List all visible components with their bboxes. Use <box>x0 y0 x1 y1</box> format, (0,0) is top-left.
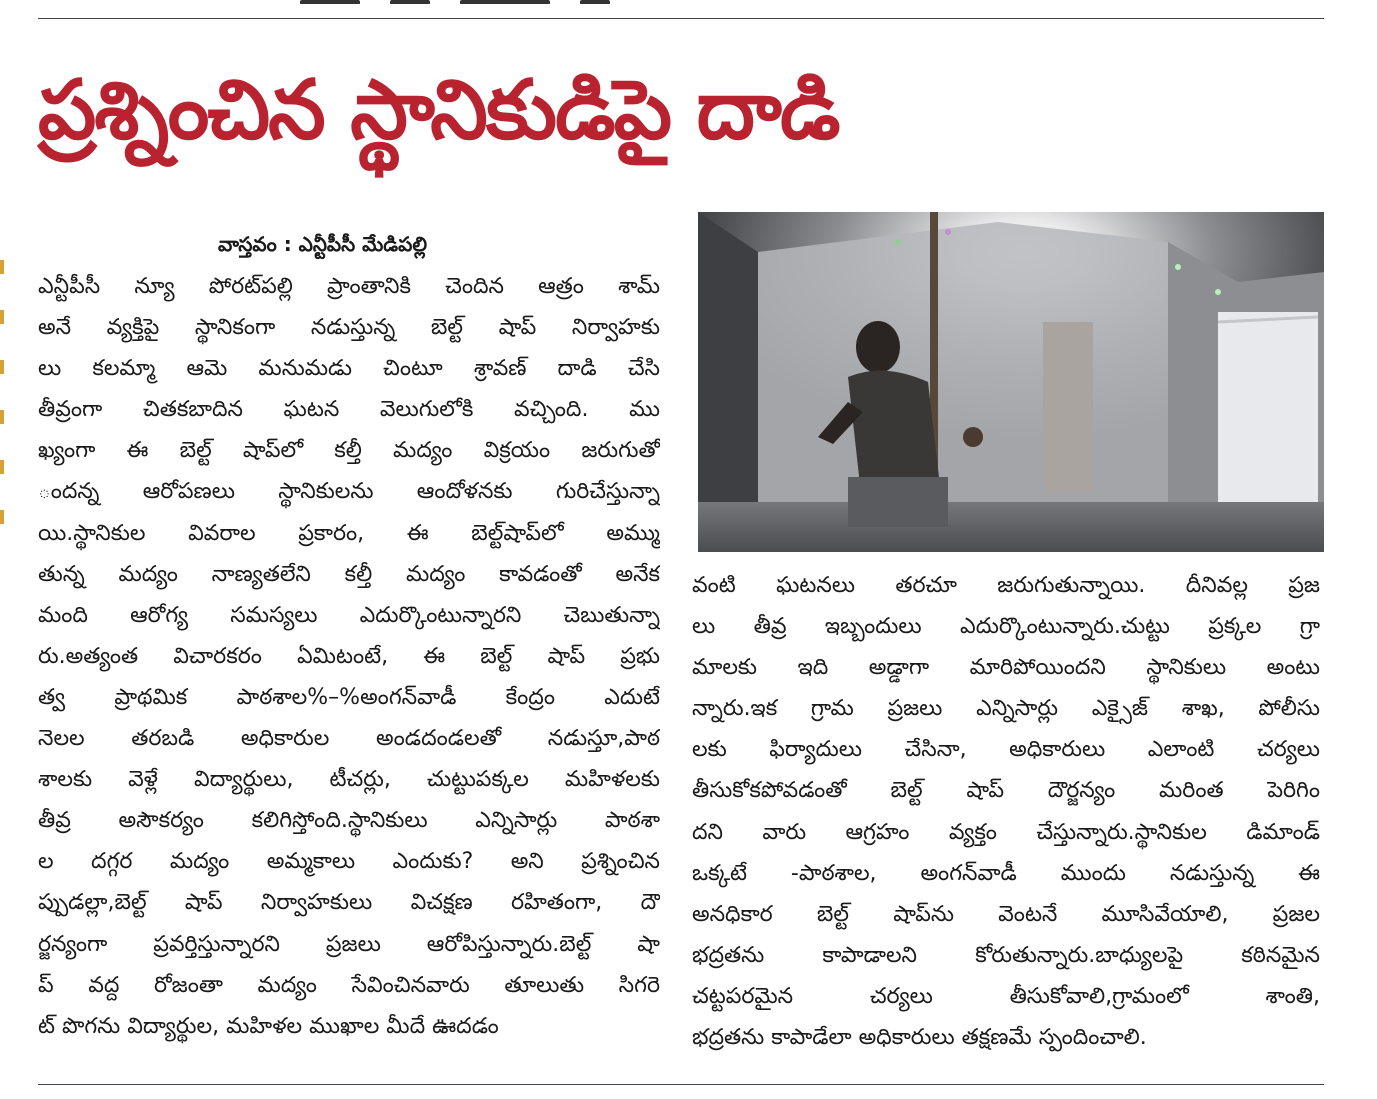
bottom-rule <box>38 1084 1324 1085</box>
page-edge-marks <box>0 260 5 600</box>
article-line: త్వ ప్రాథమిక పాఠశాల%–%అంగన్‌వాడీ కేంద్రం ఎదుటే <box>38 684 660 710</box>
article-line: ప్ వద్ద రోజంతా మద్యం సేవించినవారు తూలుతు సిగరె <box>38 972 660 998</box>
byline: వాస్తవం : ఎన్టీపీసీ మేడిపల్లి <box>218 232 427 256</box>
article-line: వంటి ఘటనలు తరచూ జరుగుతున్నాయి. దీనివల్ల ప్రజ <box>692 573 1320 598</box>
article-line: నెలల తరబడి అధికారుల అండదండలతో నడుస్తూ,పాఠ <box>38 726 660 752</box>
article-line: తీవ్ర అసౌకర్యం కలిగిస్తోంది.స్థానికులు ఎన్నిసార్లు పాఠశా <box>38 808 660 834</box>
article-line: న్నారు.ఇక గ్రామ ప్రజలు ఎన్నిసార్లు ఎక్సైజ్ శాఖ, పోలీసు <box>692 696 1320 722</box>
article-line: లకు ఫిర్యాదులు చేసినా, అధికారులు ఎలాంటి చర్యలు <box>692 737 1320 763</box>
article-line: దని వారు ఆగ్రహం వ్యక్తం చేస్తున్నారు.స్థానికుల డిమాండ్ <box>692 819 1320 845</box>
photo-illustration <box>698 212 1324 552</box>
article-line: ట్ పొగను విద్యార్థుల, మహిళల ముఖాల మీదే ఊదడం <box>38 1013 499 1039</box>
headline: ప్రశ్నించిన స్థానికుడిపై దాడి <box>38 63 839 158</box>
article-line: లు తీవ్ర ఇబ్బందులు ఎదుర్కొంటున్నారు.చుట్టు ప్రక్కల గ్రా <box>692 614 1320 640</box>
article-line: భద్రతను కాపాడేలా అధికారులు తక్షణమే స్పందించాలి. <box>692 1025 1147 1051</box>
article-line: ర్జన్యంగా ప్రవర్తిస్తున్నారని ప్రజలు ఆరోపిస్తున్నారు.బెల్ట్ షా <box>38 931 660 957</box>
article-line: ప్పుడల్లా,బెల్ట్ షాప్ నిర్వాహకులు విచక్షణ రహితంగా, దౌ <box>38 890 660 916</box>
article-line: లు కలమ్మా ఆమె మనుమడు చింటూ శ్రావణ్ దాడి చేసి <box>38 356 660 382</box>
article-line: యి.స్థానికుల వివరాల ప్రకారం, ఈ బెల్ట్‌షాప్‌లో అమ్ము <box>38 520 660 546</box>
article-body-right-column <box>692 565 1320 1058</box>
article-line: మాలకు ఇది అడ్డాగా మారిపోయిందని స్థానికులు అంటు <box>692 655 1320 681</box>
article-line: ఎన్టీపీసీ న్యూ పోరట్‌పల్లి ప్రాంతానికి చెందిన ఆత్రం శామ్ <box>38 274 660 299</box>
article-line: తీసుకోకపోవడంతో బెల్ట్ షాప్ దౌర్జన్యం మరింత పెరిగిం <box>692 778 1320 804</box>
article-line: తున్న మద్యం నాణ్యతలేని కల్తీ మద్యం కావడంతో అనేక <box>38 561 660 587</box>
article-line: అనే వ్యక్తిపై స్థానికంగా నడుస్తున్న బెల్ట్ షాప్ నిర్వాహకు <box>38 315 660 341</box>
article-line: ందన్న ఆరోపణలు స్థానికులను ఆందోళనకు గురిచేస్తున్నా <box>38 479 660 505</box>
article-body-left-column <box>38 266 660 1047</box>
article-line: తీవ్రంగా చితకబాదిన ఘటన వెలుగులోకి వచ్చింది. ము <box>38 397 660 423</box>
previous-article-fragment <box>300 0 650 4</box>
article-line: అనధికార బెల్ట్ షాప్‌ను వెంటనే మూసివేయాలి, ప్రజల <box>692 901 1320 927</box>
article-line: ల దగ్గర మద్యం అమ్మకాలు ఎందుకు? అని ప్రశ్నించిన <box>38 849 660 875</box>
article-line: మంది ఆరోగ్య సమస్యలు ఎదుర్కొంటున్నారని చెబుతున్నా <box>38 602 660 628</box>
article-line: శాలకు వెళ్లే విద్యార్థులు, టీచర్లు, చుట్టుపక్కల మహిళలకు <box>38 767 660 793</box>
article-line: ఒక్కటే ‑పాఠశాల, అంగన్‌వాడీ ముందు నడుస్తున్న ఈ <box>692 860 1320 886</box>
article-line: చట్టపరమైన చర్యలు తీసుకోవాలి,గ్రామంలో శాంతి, <box>692 983 1320 1009</box>
article-line: రు.అత్యంత విచారకరం ఏమిటంటే, ఈ బెల్ట్ షాప్ ప్రభు <box>38 643 660 669</box>
top-rule <box>38 18 1324 19</box>
article-line: ఖ్యంగా ఈ బెల్ట్ షాప్‌లో కల్తీ మద్యం విక్రయం జరుగుతో <box>38 438 660 464</box>
article-line: భద్రతను కాపాడాలని కోరుతున్నారు.బాధ్యులపై కఠినమైన <box>692 942 1320 968</box>
news-photo <box>698 212 1324 552</box>
